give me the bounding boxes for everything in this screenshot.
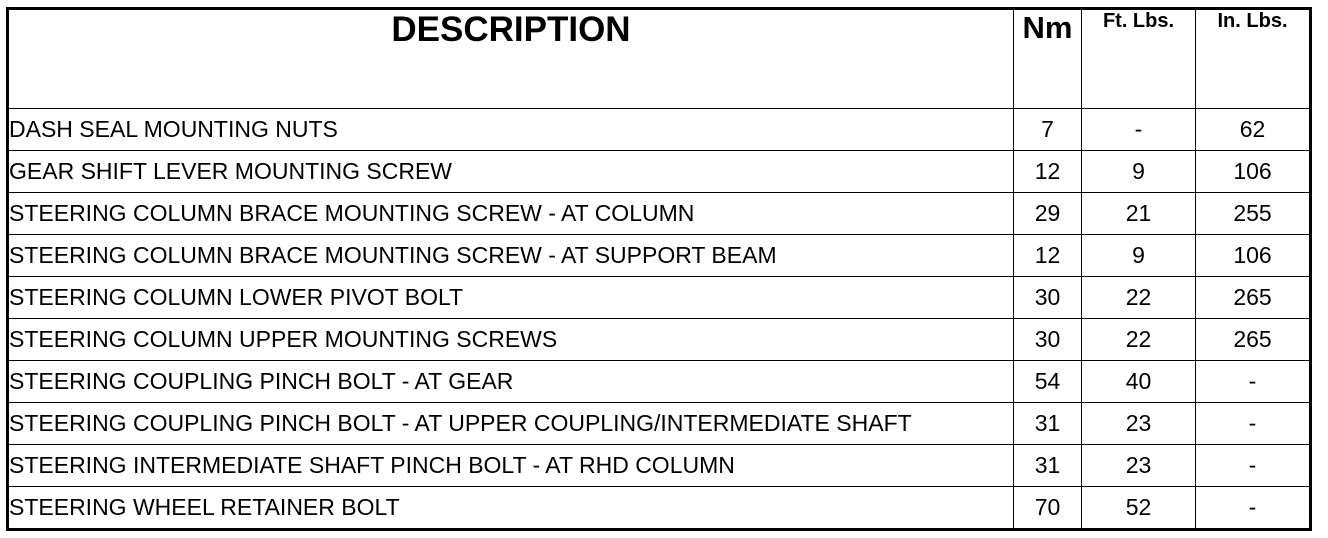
nm-column-header: Nm xyxy=(1014,9,1082,109)
ft-lbs-cell: 23 xyxy=(1082,445,1196,487)
ft-lbs-cell: 22 xyxy=(1082,277,1196,319)
in-lbs-column-header: In. Lbs. xyxy=(1196,9,1311,109)
torque-specifications-table xyxy=(6,7,1312,531)
nm-cell: 70 xyxy=(1014,487,1082,530)
ft-lbs-cell: - xyxy=(1082,109,1196,151)
ft-lbs-cell: 22 xyxy=(1082,319,1196,361)
table-row xyxy=(8,319,1311,361)
ft-lbs-cell: 9 xyxy=(1082,151,1196,193)
description-cell: STEERING COLUMN BRACE MOUNTING SCREW - AT SUPPORT BEAM xyxy=(8,235,1014,277)
ft-lbs-cell: 40 xyxy=(1082,361,1196,403)
table-row xyxy=(8,193,1311,235)
in-lbs-cell: 255 xyxy=(1196,193,1311,235)
ft-lbs-cell: 52 xyxy=(1082,487,1196,530)
in-lbs-cell: 106 xyxy=(1196,235,1311,277)
nm-cell: 31 xyxy=(1014,445,1082,487)
description-cell: STEERING COUPLING PINCH BOLT - AT GEAR xyxy=(8,361,1014,403)
ft-lbs-cell: 21 xyxy=(1082,193,1196,235)
table-row xyxy=(8,235,1311,277)
description-cell: STEERING COLUMN UPPER MOUNTING SCREWS xyxy=(8,319,1014,361)
table-row xyxy=(8,445,1311,487)
description-cell: STEERING COUPLING PINCH BOLT - AT UPPER COUPLING/INTERMEDIATE SHAFT xyxy=(8,403,1014,445)
in-lbs-cell: 265 xyxy=(1196,319,1311,361)
description-cell: STEERING INTERMEDIATE SHAFT PINCH BOLT - AT RHD COLUMN xyxy=(8,445,1014,487)
ft-lbs-cell: 23 xyxy=(1082,403,1196,445)
in-lbs-cell: - xyxy=(1196,445,1311,487)
description-cell: GEAR SHIFT LEVER MOUNTING SCREW xyxy=(8,151,1014,193)
nm-cell: 30 xyxy=(1014,277,1082,319)
nm-cell: 12 xyxy=(1014,151,1082,193)
table-row xyxy=(8,361,1311,403)
in-lbs-cell: - xyxy=(1196,403,1311,445)
description-cell: STEERING COLUMN LOWER PIVOT BOLT xyxy=(8,277,1014,319)
table-body xyxy=(8,109,1311,530)
description-cell: STEERING WHEEL RETAINER BOLT xyxy=(8,487,1014,530)
nm-cell: 29 xyxy=(1014,193,1082,235)
table-row xyxy=(8,403,1311,445)
description-cell: STEERING COLUMN BRACE MOUNTING SCREW - AT COLUMN xyxy=(8,193,1014,235)
header-row xyxy=(8,9,1311,109)
table-row xyxy=(8,151,1311,193)
table-row xyxy=(8,109,1311,151)
table-header xyxy=(8,9,1311,109)
in-lbs-cell: 106 xyxy=(1196,151,1311,193)
ft-lbs-cell: 9 xyxy=(1082,235,1196,277)
in-lbs-cell: 265 xyxy=(1196,277,1311,319)
nm-cell: 12 xyxy=(1014,235,1082,277)
in-lbs-cell: - xyxy=(1196,361,1311,403)
in-lbs-cell: - xyxy=(1196,487,1311,530)
nm-cell: 31 xyxy=(1014,403,1082,445)
ft-lbs-column-header: Ft. Lbs. xyxy=(1082,9,1196,109)
nm-cell: 54 xyxy=(1014,361,1082,403)
nm-cell: 7 xyxy=(1014,109,1082,151)
table-row xyxy=(8,277,1311,319)
description-column-header: DESCRIPTION xyxy=(8,9,1014,109)
table-row xyxy=(8,487,1311,530)
nm-cell: 30 xyxy=(1014,319,1082,361)
in-lbs-cell: 62 xyxy=(1196,109,1311,151)
description-cell: DASH SEAL MOUNTING NUTS xyxy=(8,109,1014,151)
